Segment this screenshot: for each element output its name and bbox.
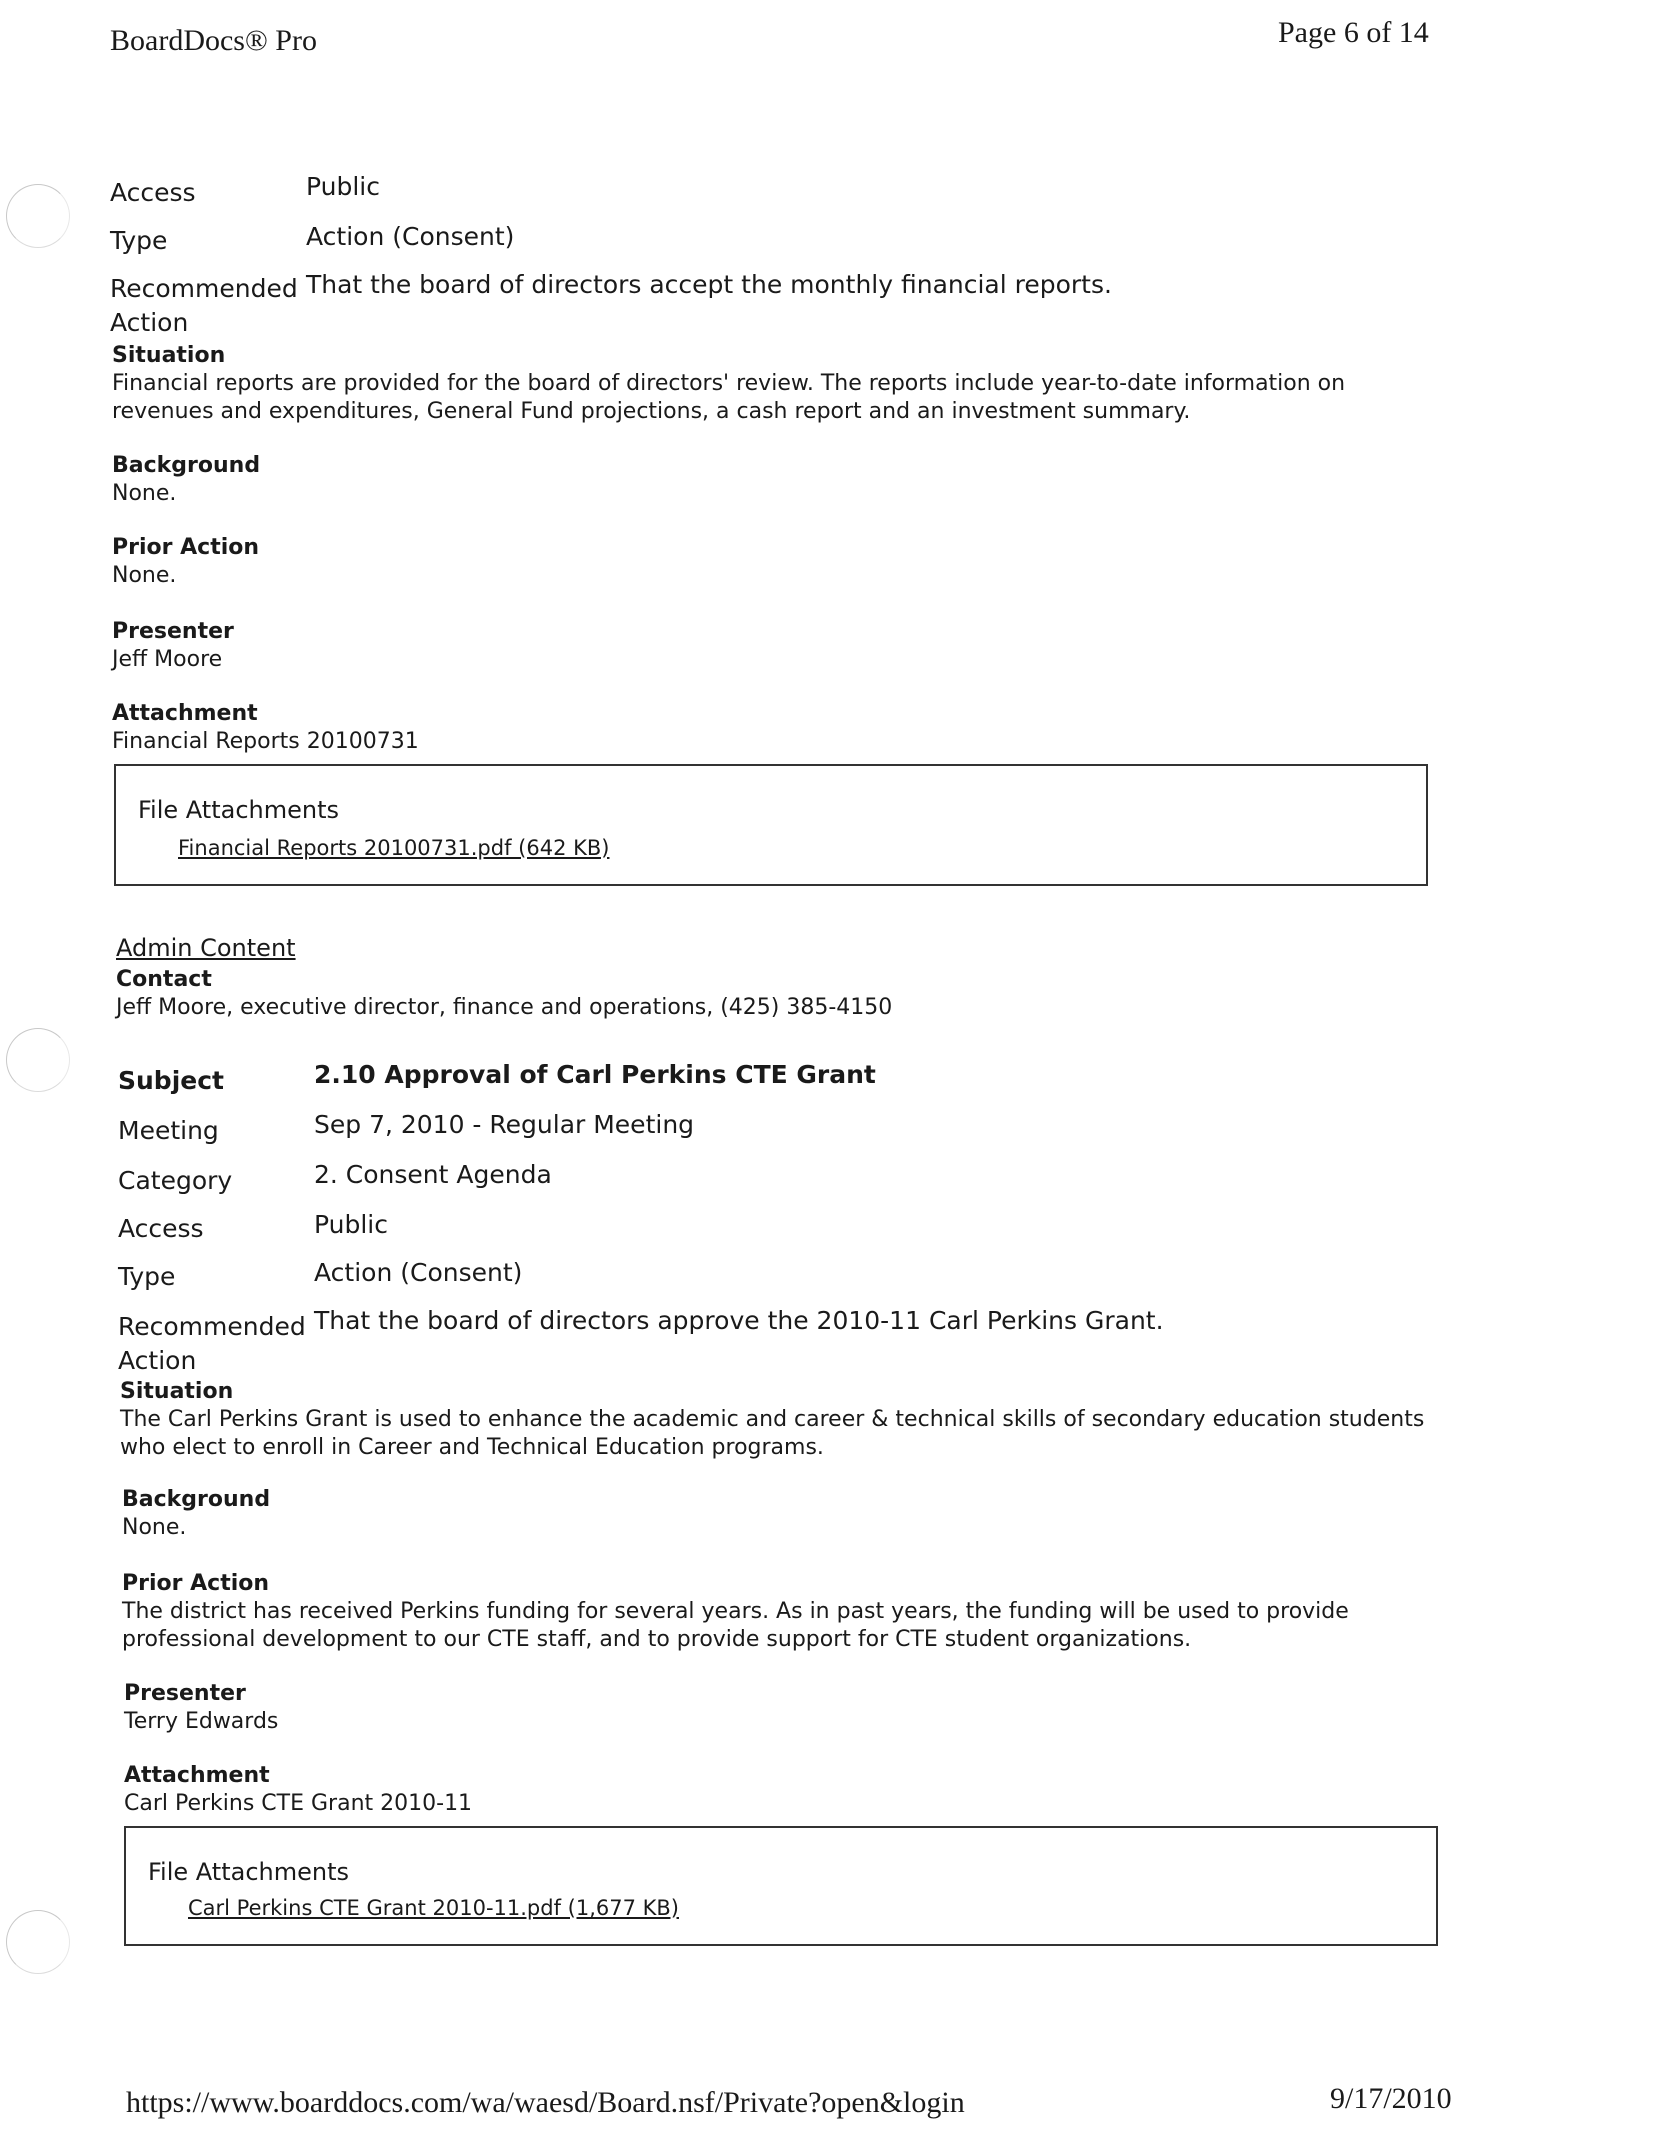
section-body: None. xyxy=(112,481,177,506)
punch-hole-icon xyxy=(6,1028,70,1092)
section-body: Carl Perkins CTE Grant 2010-11 xyxy=(124,1791,473,1816)
section-title: Background xyxy=(112,453,261,478)
field-label: Type xyxy=(118,1262,176,1291)
section-situation xyxy=(112,342,1345,426)
section-line: revenues and expenditures, General Fund projections, a cash report and an investment summary. xyxy=(112,399,1191,424)
section-contact xyxy=(116,966,892,1022)
section-body: Jeff Moore xyxy=(112,647,223,672)
section-attachment xyxy=(112,700,419,756)
section-title: Prior Action xyxy=(122,1571,270,1596)
field-label: Subject xyxy=(118,1066,224,1095)
field-label: Type xyxy=(110,226,168,255)
field-label: Access xyxy=(110,178,196,207)
section-title: Contact xyxy=(116,967,212,992)
field-value: Action (Consent) xyxy=(306,222,515,251)
section-presenter xyxy=(124,1680,278,1736)
file-attachments-box xyxy=(114,764,1428,886)
field-label: Recommended xyxy=(110,274,298,303)
section-body: Jeff Moore, executive director, finance and operations, (425) 385-4150 xyxy=(116,995,893,1020)
section-title: Presenter xyxy=(124,1681,246,1706)
file-attachments-title: File Attachments xyxy=(148,1858,349,1886)
section-title: Prior Action xyxy=(112,535,260,560)
app-title: BoardDocs® Pro xyxy=(110,24,317,57)
section-body: None. xyxy=(112,563,177,588)
section-line: Financial reports are provided for the board of directors' review. The reports include year-to-date information on xyxy=(112,371,1346,396)
field-label-line2: Action xyxy=(118,1346,197,1375)
field-value: 2. Consent Agenda xyxy=(314,1160,552,1189)
field-value: That the board of directors approve the 2010-11 Carl Perkins Grant. xyxy=(314,1306,1164,1335)
field-value: Action (Consent) xyxy=(314,1258,523,1287)
section-prior-action xyxy=(112,534,259,590)
punch-hole-icon xyxy=(6,1910,70,1974)
subject-title: 2.10 Approval of Carl Perkins CTE Grant xyxy=(314,1060,876,1089)
section-background xyxy=(112,452,260,508)
field-value: Public xyxy=(306,172,380,201)
section-title: Presenter xyxy=(112,619,234,644)
punch-hole-icon xyxy=(6,184,70,248)
section-title: Background xyxy=(122,1487,271,1512)
section-presenter xyxy=(112,618,234,674)
section-attachment xyxy=(124,1762,472,1818)
field-value: That the board of directors accept the monthly financial reports. xyxy=(306,270,1112,299)
section-line: The district has received Perkins funding for several years. As in past years, the funding will be used to provide xyxy=(122,1599,1349,1624)
section-body: None. xyxy=(122,1515,187,1540)
admin-content-link[interactable]: Admin Content xyxy=(116,934,296,962)
field-value: Sep 7, 2010 - Regular Meeting xyxy=(314,1110,695,1139)
field-value: Public xyxy=(314,1210,388,1239)
section-line: professional development to our CTE staff, and to provide support for CTE student organizations. xyxy=(122,1627,1192,1652)
section-situation xyxy=(120,1378,1424,1462)
file-attachments-box xyxy=(124,1826,1438,1946)
file-attachment-link[interactable]: Financial Reports 20100731.pdf (642 KB) xyxy=(178,836,610,860)
file-attachments-title: File Attachments xyxy=(138,796,339,824)
section-background xyxy=(122,1486,270,1542)
section-line: who elect to enroll in Career and Technical Education programs. xyxy=(120,1435,824,1460)
page-indicator: Page 6 of 14 xyxy=(1278,16,1429,49)
section-body: Terry Edwards xyxy=(124,1709,279,1734)
section-title: Situation xyxy=(120,1379,234,1404)
section-title: Situation xyxy=(112,343,226,368)
file-attachment-link[interactable]: Carl Perkins CTE Grant 2010-11.pdf (1,677 KB) xyxy=(188,1896,679,1920)
field-label: Access xyxy=(118,1214,204,1243)
footer-url: https://www.boarddocs.com/wa/waesd/Board.nsf/Private?open&login xyxy=(126,2086,965,2119)
section-line: The Carl Perkins Grant is used to enhance the academic and career & technical skills of secondary education students xyxy=(120,1407,1425,1432)
field-label: Meeting xyxy=(118,1116,219,1145)
field-label: Recommended xyxy=(118,1312,306,1341)
section-title: Attachment xyxy=(124,1763,270,1788)
field-label: Category xyxy=(118,1166,233,1195)
section-prior-action xyxy=(122,1570,1349,1654)
section-title: Attachment xyxy=(112,701,258,726)
section-body: Financial Reports 20100731 xyxy=(112,729,419,754)
footer-date: 9/17/2010 xyxy=(1330,2082,1452,2115)
field-label-line2: Action xyxy=(110,308,189,337)
